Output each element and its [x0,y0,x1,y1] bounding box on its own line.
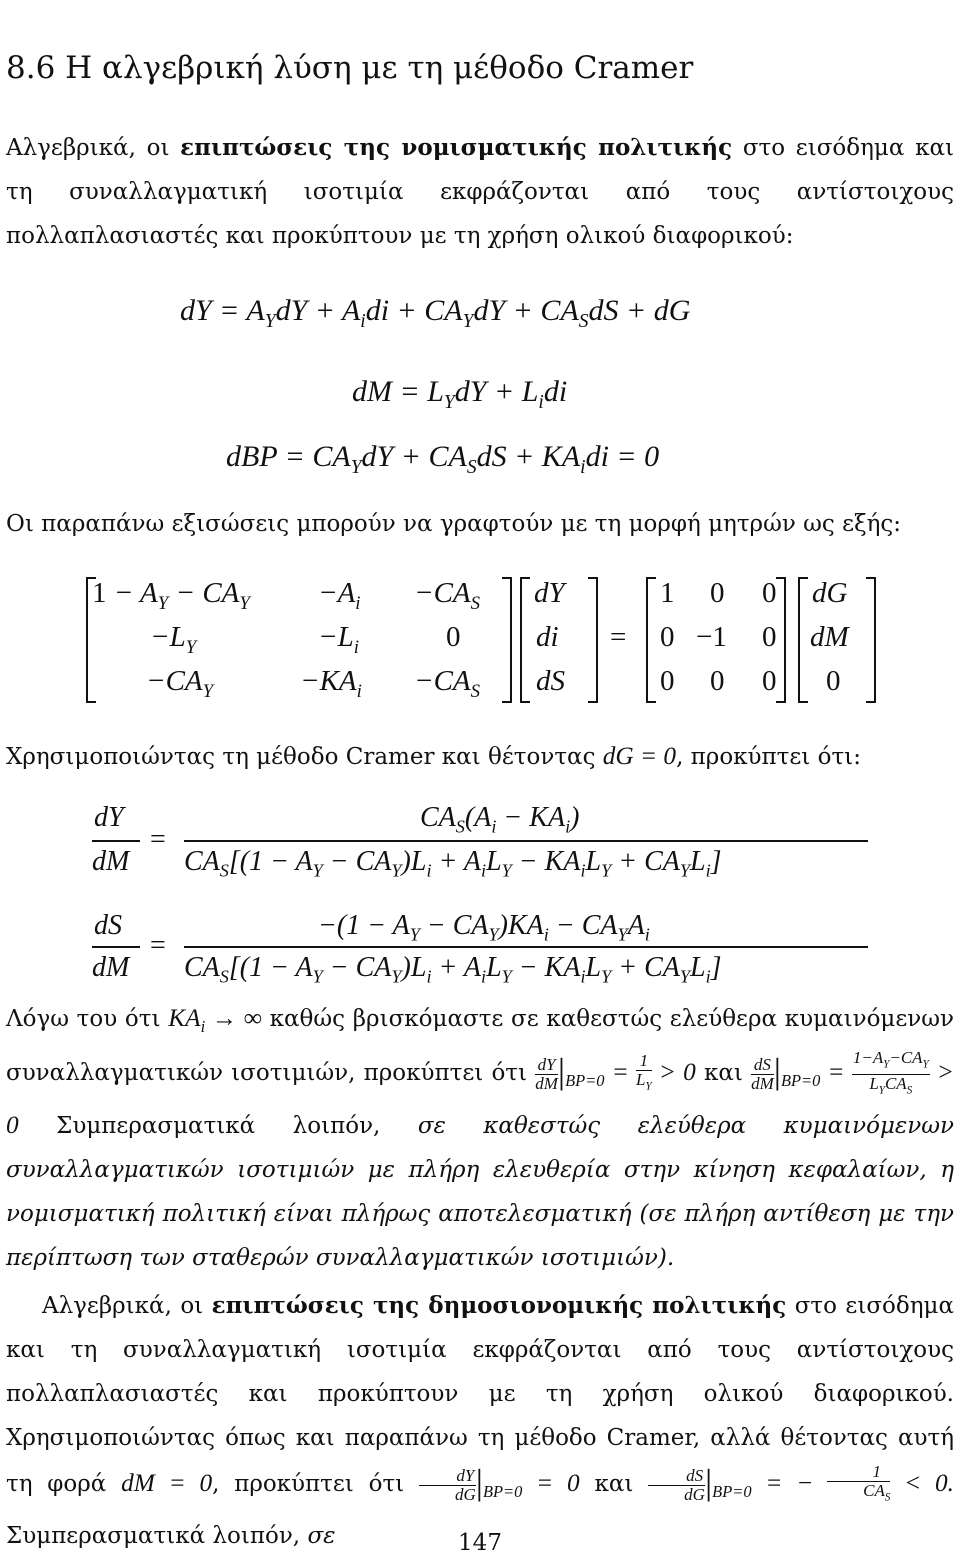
para3-math: dG = 0 [602,742,677,770]
equation-dm: dM = $L_YdY + L_idi$ [352,375,568,413]
multiplier-ds-lhs-line [92,946,140,948]
matrix-b-cell: 0 [762,621,777,653]
para5-end: Συμπερασματικά λοιπόν, [6,1523,308,1550]
para4-and: και [695,1060,752,1087]
matrix-b-cell: 0 [762,577,777,609]
multiplier-dy-lhs-den: dM [92,846,130,877]
matrix-a-cell: $-A_i$ [318,577,361,614]
fraction-dy-dg: $\frac{dY}{dG}$ [419,1467,476,1504]
vector-x-cell: di [536,621,559,653]
matrix-b-cell: 0 [762,665,777,697]
vector-rhs-cell: 0 [826,665,841,697]
para4-t5: Συμπερασματικά λοιπόν, [18,1113,418,1140]
matrix-a-cell: $-CA_S$ [414,665,481,702]
para5-prefix: Αλγεβρικά, οι [42,1293,212,1319]
bp-condition: $|_{BP=0}$ = [557,1051,637,1092]
para5-and: και [579,1471,649,1497]
greater-zero-2: > 0 [6,1058,954,1140]
page-number: 147 [458,1530,502,1556]
multiplier-ds-line [184,946,868,948]
vector-rhs-left-bracket [798,577,808,703]
matrix-b-cell: −1 [696,621,727,653]
equation-dbp: dBP = $CA_YdY + CA_SdS + KA_idi = 0$ [226,440,660,478]
matrix-a-cell: $-CA_S$ [414,577,481,614]
para4-italic-conclusion: σε καθεστώς ελεύθερα κυμαινόμενων συναλλαγματικών ισοτιμιών με πλήρη ελευθερία στην κίνηση κεφαλαίων, η νομισματική πολιτική είναι πλήρως αποτελεσματική (σε πλήρη αντίθεση με την περίπτωση των σταθερών συναλλαγματικών ισοτιμιών). [6,1113,954,1272]
paragraph-monetary-intro [6,126,954,258]
matrix-a-right-bracket [502,577,512,703]
bp-condition-4: $|_{BP=0}$ = − [704,1462,828,1502]
equals-sign: = [610,621,627,653]
paragraph-monetary-conclusion [6,996,954,1280]
vector-rhs-cell: dG [812,577,848,609]
fraction-1-ly: $\frac{1}{L_Y}$ [636,1051,652,1093]
matrix-b-cell: 0 [710,665,725,697]
para1-suffix: στο εισόδημα και τη συναλλαγματική ισοτιμία εκφράζονται από τους αντίστοιχους πολλαπλασιαστές και προκύπτουν με τη χρήση ολικού διαφορικού: [6,135,955,249]
para3-prefix: Χρησιμοποιώντας τη μέθοδο Cramer και θέτοντας [6,744,603,770]
multiplier-ds-lhs-num: dS [94,910,122,941]
multiplier-ds-num: $-(1 - A_Y - CA_Y)KA_i - CA_YA_i$ [318,910,650,945]
matrix-a-cell: $-CA_Y$ [146,665,214,702]
matrix-b-left-bracket [646,577,656,703]
multiplier-dy-line [184,840,868,842]
para5-math: dM = 0 [121,1469,213,1497]
fraction-ds-result: $\frac{1-A_Y-CA_Y}{L_YCA_S}$ [852,1048,929,1096]
paragraph-fiscal [6,1284,954,1558]
matrix-b-cell: 0 [710,577,725,609]
para5-mid: στο εισόδημα και τη συναλλαγματική ισοτιμία εκφράζονται από τους αντίστοιχους πολλαπλασιαστές και προκύπτουν με τη χρήση ολικού διαφορικού. Χρησιμοποιώντας όπως και παραπάνω τη μέθοδο Cramer, αλλά θέτοντας αυτή τη φορά [6,1293,954,1497]
vector-rhs-cell: dM [810,621,849,653]
para5-end-italic: σε [307,1523,336,1550]
matrix-b-right-bracket [776,577,786,703]
paragraph-matrix-intro: Οι παραπάνω εξισώσεις μπορούν να γραφτούν με τη μορφή μητρών ως εξής: [6,511,902,537]
para4-ka-infinity: $KA_i$ → ∞ [168,1004,262,1037]
equation-dy: dY = $A_YdY + A_idi + CA_YdY + CA_SdS$ + dG [180,294,691,332]
vector-x-left-bracket [520,577,530,703]
multiplier-dy-lhs-num: dY [94,802,124,833]
fraction-ds-dg: $\frac{dS}{dG}$ [648,1467,705,1504]
multiplier-dy-equals: = [150,824,166,855]
vector-x-cell: dS [536,665,565,697]
bp-condition-3: $|_{BP=0} = 0$ [475,1462,580,1502]
matrix-a-cell: $1 - A_Y - CA_Y$ [92,577,250,614]
para5-bold: επιπτώσεις της δημοσιονομικής πολιτικής [211,1292,787,1319]
multiplier-dy-num: $CA_S(A_i - KA_i)$ [420,802,580,837]
multiplier-dy-lhs-line [92,840,140,842]
matrix-b-cell: 0 [660,621,675,653]
section-heading: 8.6 Η αλγεβρική λύση με τη μέθοδο Cramer [6,50,694,86]
matrix-a-cell: 0 [446,621,461,653]
vector-x-cell: dY [534,577,565,609]
para3-suffix: , προκύπτει ότι: [676,744,861,770]
fraction-ds-dm: $\frac{dS}{dM}$ [751,1054,774,1093]
para1-bold: επιπτώσεις της νομισματικής πολιτικής [180,134,733,161]
vector-x-right-bracket [588,577,598,703]
matrix-b-cell: 0 [660,665,675,697]
multiplier-dy-den: $CA_S[(1 - A_Y - CA_Y)L_i + A_iL_Y - KA_iL_Y + CA_YL_i]$ [184,846,722,881]
multiplier-ds-equals: = [150,930,166,961]
less-zero: < 0. [890,1469,955,1497]
multiplier-ds-lhs-den: dM [92,952,130,983]
fraction-dy-dm: $\frac{dY}{dM}$ [535,1054,558,1093]
matrix-b-cell: 1 [660,577,675,609]
matrix-a-cell: $-KA_i$ [300,665,362,702]
para4-t3: καθώς βρισκόμαστε σε καθεστώς ελεύθερα κυμαινόμενων συναλλαγματικών ισοτιμιών, προκύπτει ότι [6,1006,954,1087]
vector-rhs-right-bracket [866,577,876,703]
matrix-equation [86,575,886,705]
paragraph-cramer [6,734,954,779]
bp-condition-2: $|_{BP=0}$ = [773,1051,852,1092]
para1-prefix: Αλγεβρικά, οι [6,135,181,161]
para4-t1: Λόγω του ότι [6,1006,169,1032]
matrix-a-cell: $-L_i$ [318,621,359,658]
fraction-1-cas: $\frac{1}{CA_S}$ [827,1463,890,1506]
multiplier-ds-den: $CA_S[(1 - A_Y - CA_Y)L_i + A_iL_Y - KA_iL_Y + CA_YL_i]$ [184,952,722,987]
matrix-a-cell: $-L_Y$ [150,621,197,658]
para5-mid2: , προκύπτει ότι [212,1471,419,1497]
greater-zero: > 0 [651,1058,696,1087]
